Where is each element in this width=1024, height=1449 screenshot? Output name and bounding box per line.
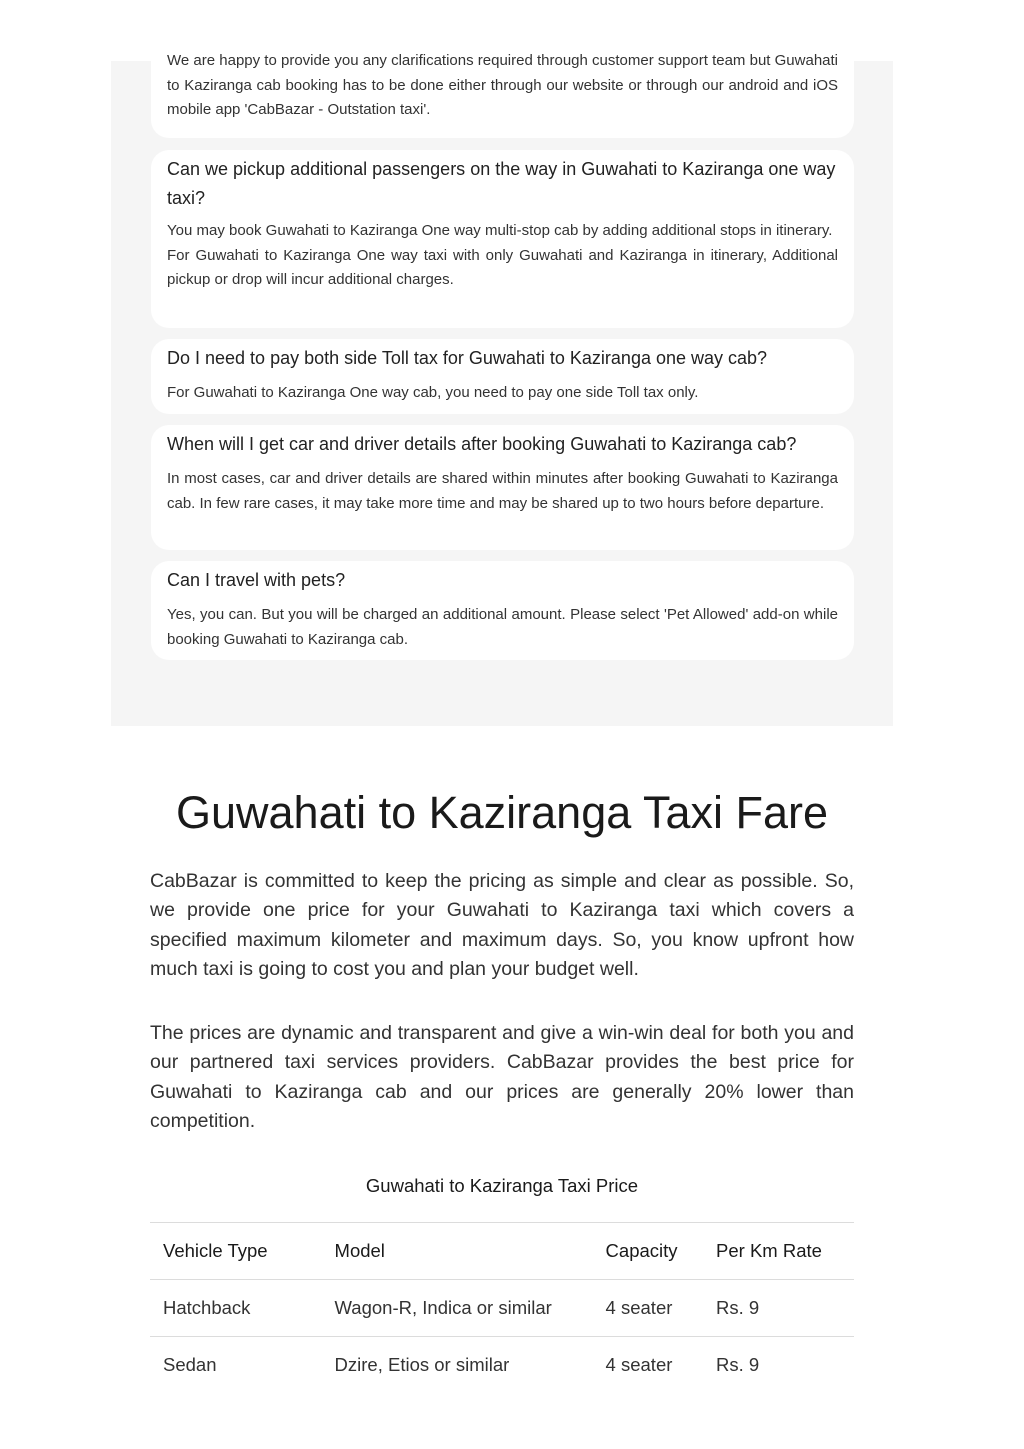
faq-question: Can I travel with pets? [167, 570, 346, 590]
faq-answer-text: We are happy to provide you any clarifications required through customer support team but Guwahati to Kaziranga cab booking has to be done either through our website or through our android and iOS mobile app 'CabBazar - Outstation taxi'. [167, 52, 838, 118]
fare-paragraph-dynamic-prices: The prices are dynamic and transparent and give a win-win deal for both you and our partnered taxi services providers. CabBazar provides the best price for Guwahati to Kaziranga cab and our prices are generally 20% lower than competition. [150, 1022, 854, 1132]
faq-answer-text: You may book Guwahati to Kaziranga One way multi-stop cab by adding additional stops in itinerary. [167, 222, 833, 239]
faq-question: Can we pickup additional passengers on the way in Guwahati to Kaziranga one way taxi? [167, 159, 836, 208]
cell-model: Wagon-R, Indica or similar [322, 1280, 593, 1337]
header-vehicle-type: Vehicle Type [150, 1223, 322, 1280]
faq-answer [167, 219, 838, 293]
faq-item-additional-passengers [151, 150, 854, 328]
faq-question: When will I get car and driver details after booking Guwahati to Kaziranga cab? [167, 434, 797, 454]
faq-item-toll-tax [151, 339, 854, 414]
fare-paragraph-pricing: CabBazar is committed to keep the pricing as simple and clear as possible. So, we provide one price for your Guwahati to Kaziranga taxi which covers a specified maximum kilometer and maximum days. So, you know upfront how much taxi is going to cost you and plan your budget well. [150, 870, 854, 980]
faq-panel [111, 52, 893, 726]
table-row [150, 1337, 854, 1394]
header-capacity: Capacity [593, 1223, 703, 1280]
faq-answer-text: For Guwahati to Kaziranga One way cab, you need to pay one side Toll tax only. [167, 384, 699, 401]
fare-heading: Guwahati to Kaziranga Taxi Fare [175, 787, 829, 838]
table-row [150, 1280, 854, 1337]
faq-answer [167, 603, 838, 652]
cell-per-km-rate: Rs. 9 [703, 1337, 854, 1394]
header-model: Model [322, 1223, 593, 1280]
cell-model: Dzire, Etios or similar [322, 1337, 593, 1394]
cell-per-km-rate: Rs. 9 [703, 1280, 854, 1337]
faq-question: Do I need to pay both side Toll tax for Guwahati to Kaziranga one way cab? [167, 348, 768, 368]
faq-item-driver-details [151, 425, 854, 550]
faq-answer [167, 467, 838, 516]
faq-answer-text: In most cases, car and driver details are shared within minutes after booking Guwahati to Kaziranga cab. In few rare cases, it may take more time and may be shared up to two hours before departure. [167, 470, 838, 512]
cell-vehicle-type: Sedan [150, 1337, 322, 1394]
faq-answer-text: Yes, you can. But you will be charged an additional amount. Please select 'Pet Allowed' add-on while booking Guwahati to Kaziranga cab. [167, 606, 838, 648]
price-table-caption: Guwahati to Kaziranga Taxi Price [365, 1175, 639, 1196]
cell-vehicle-type: Hatchback [150, 1280, 322, 1337]
faq-item-pets [151, 561, 854, 660]
faq-answer-text: For Guwahati to Kaziranga One way taxi with only Guwahati and Kaziranga in itinerary, Additional pickup or drop will incur additional charges. [167, 246, 838, 288]
price-table [150, 1222, 854, 1393]
cell-capacity: 4 seater [593, 1337, 703, 1394]
faq-item-clarifications [151, 49, 854, 138]
table-header-row [150, 1223, 854, 1280]
cell-capacity: 4 seater [593, 1280, 703, 1337]
header-per-km-rate: Per Km Rate [703, 1223, 854, 1280]
faq-answer [167, 381, 838, 406]
faq-answer [167, 49, 838, 123]
